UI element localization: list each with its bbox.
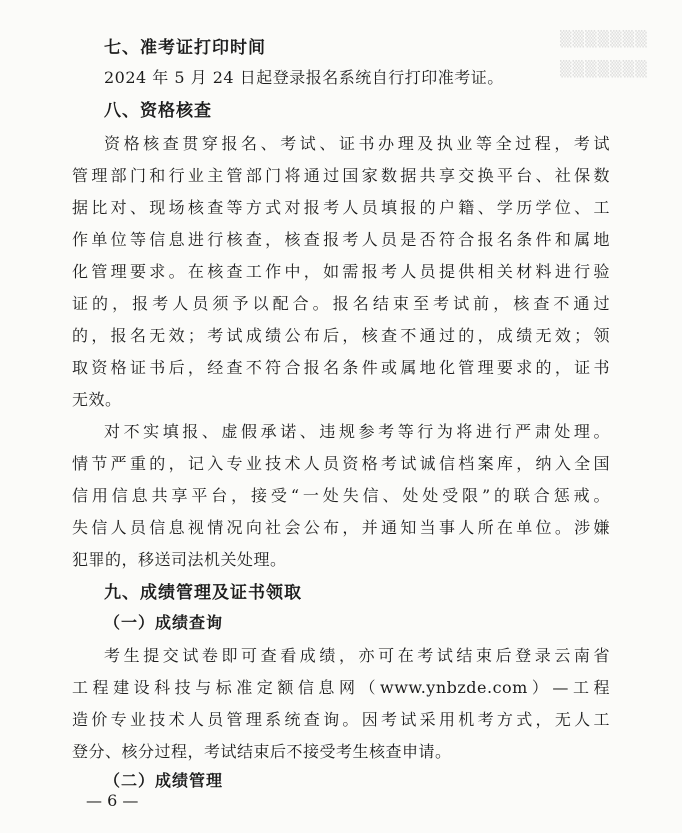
bleed-through-mark: ▒▒▒▒▒▒▒	[560, 60, 648, 78]
subsection-score-query-heading: （一）成绩查询	[104, 613, 224, 632]
section-9-line: 造价专业技术人员管理系统查询。因考试采用机考方式，无人工	[72, 710, 610, 729]
section-8-line: 无效。	[72, 390, 122, 409]
section-8-para2-line: 情节严重的，记入专业技术人员资格考试诚信档案库，纳入全国	[72, 454, 610, 473]
section-8-para2-line: 失信人员信息视情况向社会公布，并通知当事人所在单位。涉嫌	[72, 518, 610, 537]
bleed-through-mark: ▒▒▒▒▒▒▒	[560, 30, 648, 48]
section-7-heading: 七、准考证打印时间	[104, 38, 266, 58]
subsection-score-management-heading: （二）成绩管理	[104, 771, 224, 790]
section-8-line: 管理部门和行业主管部门将通过国家数据共享交换平台、社保数	[72, 166, 610, 185]
section-8-para2-line: 犯罪的，移送司法机关处理。	[72, 550, 287, 569]
section-9-line: 考生提交试卷即可查看成绩，亦可在考试结束后登录云南省	[104, 646, 610, 665]
section-8-line: 证的，报考人员须予以配合。报名结束至考试前，核查不通过	[72, 294, 610, 313]
section-9-line: 登分、核分过程，考试结束后不接受考生核查申请。	[72, 742, 452, 761]
section-8-line: 作单位等信息进行核查，核查报考人员是否符合报名条件和属地	[72, 230, 610, 249]
section-8-line: 取资格证书后，经查不符合报名条件或属地化管理要求的，证书	[72, 358, 610, 377]
section-8-para2-line: 对不实填报、虚假承诺、违规参考等行为将进行严肃处理。	[104, 422, 610, 441]
section-8-line: 据比对、现场核查等方式对报考人员填报的户籍、学历学位、工	[72, 198, 610, 217]
section-9-line: 工程建设科技与标准定额信息网（www.ynbzde.com）—工程	[72, 678, 610, 697]
section-9-heading: 九、成绩管理及证书领取	[104, 583, 302, 603]
section-7-body: 2024 年 5 月 24 日起登录报名系统自行打印准考证。	[104, 68, 504, 87]
section-8-heading: 八、资格核查	[104, 101, 212, 121]
section-8-line: 资格核查贯穿报名、考试、证书办理及执业等全过程，考试	[104, 134, 610, 153]
page-number: — 6 —	[86, 791, 139, 810]
section-8-line: 的，报名无效；考试成绩公布后，核查不通过的，成绩无效；领	[72, 326, 610, 345]
section-8-para2-line: 信用信息共享平台，接受“一处失信、处处受限”的联合惩戒。	[72, 486, 610, 505]
section-8-line: 化管理要求。在核查工作中，如需报考人员提供相关材料进行验	[72, 262, 610, 281]
